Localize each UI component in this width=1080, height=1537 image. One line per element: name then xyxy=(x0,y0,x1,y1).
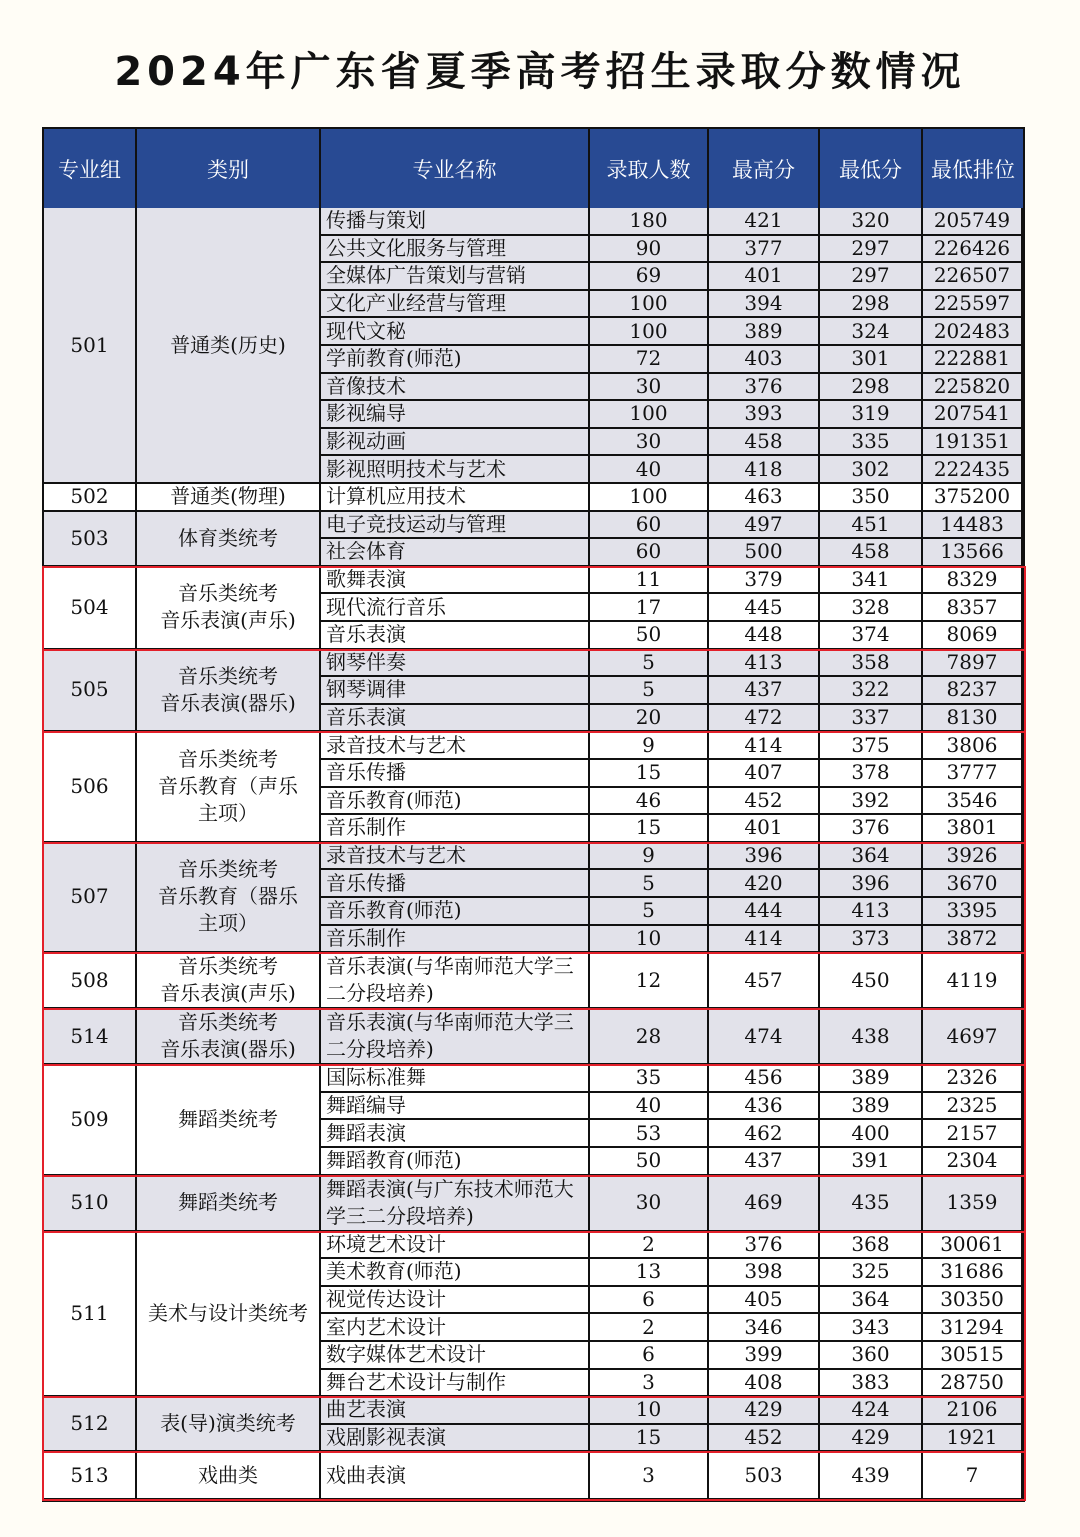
max-score: 458 xyxy=(709,429,820,457)
min-score: 341 xyxy=(820,567,923,595)
min-score: 389 xyxy=(820,1093,923,1121)
min-rank: 207541 xyxy=(923,401,1023,429)
max-score: 401 xyxy=(709,263,820,291)
category-line: 音乐类统考 xyxy=(178,1010,278,1035)
major-name: 音乐表演 xyxy=(321,622,590,650)
major-name: 现代流行音乐 xyxy=(321,594,590,622)
min-score: 378 xyxy=(820,760,923,788)
min-rank: 1359 xyxy=(923,1176,1023,1232)
min-score: 376 xyxy=(820,815,923,843)
min-rank: 14483 xyxy=(923,512,1023,540)
category-line: 舞蹈类统考 xyxy=(178,1190,278,1215)
max-score: 452 xyxy=(709,788,820,816)
group-category xyxy=(137,1452,321,1500)
major-name: 学前教育(师范) xyxy=(321,346,590,374)
major-name: 舞蹈表演 xyxy=(321,1120,590,1148)
admit-count: 3 xyxy=(590,1452,709,1500)
min-rank: 30515 xyxy=(923,1342,1023,1370)
max-score: 413 xyxy=(709,650,820,678)
min-rank: 3395 xyxy=(923,898,1023,926)
major-name: 钢琴调律 xyxy=(321,677,590,705)
category-line: 主项） xyxy=(198,911,258,936)
max-score: 414 xyxy=(709,926,820,954)
major-name: 舞蹈教育(师范) xyxy=(321,1148,590,1176)
category-line: 音乐教育（器乐 xyxy=(158,884,298,909)
major-name: 现代文秘 xyxy=(321,318,590,346)
min-score: 324 xyxy=(820,318,923,346)
min-score: 375 xyxy=(820,732,923,760)
admit-count: 28 xyxy=(590,1009,709,1065)
min-rank: 8357 xyxy=(923,594,1023,622)
group-category xyxy=(137,1065,321,1175)
major-name: 国际标准舞 xyxy=(321,1065,590,1093)
min-score: 364 xyxy=(820,1287,923,1315)
min-rank: 8329 xyxy=(923,567,1023,595)
admit-count: 30 xyxy=(590,374,709,402)
max-score: 469 xyxy=(709,1176,820,1232)
min-score: 373 xyxy=(820,926,923,954)
min-rank: 31294 xyxy=(923,1314,1023,1342)
admit-count: 90 xyxy=(590,236,709,264)
min-rank: 8069 xyxy=(923,622,1023,650)
min-score: 374 xyxy=(820,622,923,650)
admit-count: 69 xyxy=(590,263,709,291)
group-category xyxy=(137,1176,321,1232)
min-score: 451 xyxy=(820,512,923,540)
category-line: 音乐类统考 xyxy=(178,747,278,772)
header-min-score: 最低分 xyxy=(820,129,923,208)
min-rank: 3546 xyxy=(923,788,1023,816)
max-score: 377 xyxy=(709,236,820,264)
min-rank: 3872 xyxy=(923,926,1023,954)
min-score: 302 xyxy=(820,456,923,484)
min-score: 328 xyxy=(820,594,923,622)
major-name: 美术教育(师范) xyxy=(321,1259,590,1287)
min-rank: 4697 xyxy=(923,1009,1023,1065)
major-name: 录音技术与艺术 xyxy=(321,843,590,871)
max-score: 393 xyxy=(709,401,820,429)
min-score: 298 xyxy=(820,374,923,402)
major-name: 歌舞表演 xyxy=(321,567,590,595)
max-score: 376 xyxy=(709,374,820,402)
min-rank: 375200 xyxy=(923,484,1023,512)
max-score: 407 xyxy=(709,760,820,788)
category-line: 音乐表演(器乐) xyxy=(160,690,296,715)
admit-count: 10 xyxy=(590,1397,709,1425)
group-code: 512 xyxy=(44,1397,137,1452)
admit-count: 15 xyxy=(590,760,709,788)
group-category xyxy=(137,1232,321,1398)
min-score: 396 xyxy=(820,870,923,898)
min-rank: 226426 xyxy=(923,236,1023,264)
max-score: 456 xyxy=(709,1065,820,1093)
max-score: 462 xyxy=(709,1120,820,1148)
min-rank: 30350 xyxy=(923,1287,1023,1315)
major-name: 曲艺表演 xyxy=(321,1397,590,1425)
major-name: 影视编导 xyxy=(321,401,590,429)
admit-count: 30 xyxy=(590,429,709,457)
max-score: 414 xyxy=(709,732,820,760)
max-score: 500 xyxy=(709,539,820,567)
min-score: 389 xyxy=(820,1065,923,1093)
header-major: 专业名称 xyxy=(321,129,590,208)
min-score: 400 xyxy=(820,1120,923,1148)
admit-count: 5 xyxy=(590,898,709,926)
admit-count: 3 xyxy=(590,1370,709,1398)
major-name: 音乐传播 xyxy=(321,870,590,898)
admit-count: 100 xyxy=(590,291,709,319)
major-name: 传播与策划 xyxy=(321,208,590,236)
major-name: 公共文化服务与管理 xyxy=(321,236,590,264)
min-rank: 226507 xyxy=(923,263,1023,291)
category-line: 主项） xyxy=(198,801,258,826)
major-name: 音乐教育(师范) xyxy=(321,898,590,926)
group-code: 505 xyxy=(44,650,137,733)
min-score: 391 xyxy=(820,1148,923,1176)
admit-count: 50 xyxy=(590,1148,709,1176)
admit-count: 2 xyxy=(590,1314,709,1342)
group-category xyxy=(137,1397,321,1452)
admit-count: 40 xyxy=(590,456,709,484)
admit-count: 15 xyxy=(590,1425,709,1453)
page-title: 2024年广东省夏季高考招生录取分数情况 xyxy=(114,49,966,95)
max-score: 457 xyxy=(709,953,820,1009)
min-rank: 13566 xyxy=(923,539,1023,567)
min-rank: 28750 xyxy=(923,1370,1023,1398)
group-code: 506 xyxy=(44,732,137,842)
min-score: 325 xyxy=(820,1259,923,1287)
admit-count: 180 xyxy=(590,208,709,236)
group-category xyxy=(137,843,321,953)
group-code: 507 xyxy=(44,843,137,953)
category-line: 美术与设计类统考 xyxy=(148,1300,308,1325)
max-score: 472 xyxy=(709,705,820,733)
max-score: 437 xyxy=(709,677,820,705)
major-name: 音乐制作 xyxy=(321,926,590,954)
min-rank: 2325 xyxy=(923,1093,1023,1121)
admit-count: 9 xyxy=(590,732,709,760)
admit-count: 100 xyxy=(590,484,709,512)
max-score: 376 xyxy=(709,1232,820,1260)
max-score: 398 xyxy=(709,1259,820,1287)
major-name: 音乐表演 xyxy=(321,705,590,733)
min-score: 392 xyxy=(820,788,923,816)
admit-count: 10 xyxy=(590,926,709,954)
major-name: 环境艺术设计 xyxy=(321,1232,590,1260)
min-rank: 7897 xyxy=(923,650,1023,678)
min-rank: 225597 xyxy=(923,291,1023,319)
min-score: 301 xyxy=(820,346,923,374)
major-name: 影视动画 xyxy=(321,429,590,457)
min-rank: 30061 xyxy=(923,1232,1023,1260)
category-line: 戏曲类 xyxy=(198,1462,258,1487)
admit-count: 17 xyxy=(590,594,709,622)
min-score: 322 xyxy=(820,677,923,705)
max-score: 405 xyxy=(709,1287,820,1315)
admit-count: 15 xyxy=(590,815,709,843)
min-score: 368 xyxy=(820,1232,923,1260)
min-rank: 7 xyxy=(923,1452,1023,1500)
major-name: 室内艺术设计 xyxy=(321,1314,590,1342)
admit-count: 53 xyxy=(590,1120,709,1148)
admit-count: 5 xyxy=(590,650,709,678)
admit-count: 6 xyxy=(590,1342,709,1370)
group-category xyxy=(137,1009,321,1065)
major-name: 音乐制作 xyxy=(321,815,590,843)
admit-count: 100 xyxy=(590,401,709,429)
category-line: 音乐教育（声乐 xyxy=(158,774,298,799)
min-rank: 8130 xyxy=(923,705,1023,733)
max-score: 403 xyxy=(709,346,820,374)
max-score: 444 xyxy=(709,898,820,926)
min-rank: 225820 xyxy=(923,374,1023,402)
max-score: 429 xyxy=(709,1397,820,1425)
min-score: 429 xyxy=(820,1425,923,1453)
min-rank: 205749 xyxy=(923,208,1023,236)
min-score: 439 xyxy=(820,1452,923,1500)
category-line: 音乐表演(声乐) xyxy=(160,608,296,633)
min-score: 297 xyxy=(820,236,923,264)
admit-count: 6 xyxy=(590,1287,709,1315)
group-category xyxy=(137,732,321,842)
min-score: 297 xyxy=(820,263,923,291)
min-rank: 3801 xyxy=(923,815,1023,843)
min-rank: 222435 xyxy=(923,456,1023,484)
min-rank: 31686 xyxy=(923,1259,1023,1287)
min-score: 320 xyxy=(820,208,923,236)
admit-count: 9 xyxy=(590,843,709,871)
group-code: 510 xyxy=(44,1176,137,1232)
min-score: 383 xyxy=(820,1370,923,1398)
max-score: 463 xyxy=(709,484,820,512)
major-name: 音乐表演(与华南师范大学三二分段培养) xyxy=(321,1009,590,1065)
group-code: 513 xyxy=(44,1452,137,1500)
admit-count: 2 xyxy=(590,1232,709,1260)
min-score: 435 xyxy=(820,1176,923,1232)
admit-count: 40 xyxy=(590,1093,709,1121)
major-name: 电子竞技运动与管理 xyxy=(321,512,590,540)
category-line: 音乐表演(声乐) xyxy=(160,981,296,1006)
min-rank: 2157 xyxy=(923,1120,1023,1148)
min-score: 335 xyxy=(820,429,923,457)
group-category xyxy=(137,953,321,1009)
major-name: 全媒体广告策划与营销 xyxy=(321,263,590,291)
category-line: 音乐类统考 xyxy=(178,663,278,688)
max-score: 399 xyxy=(709,1342,820,1370)
header-max-score: 最高分 xyxy=(709,129,820,208)
group-category xyxy=(137,484,321,512)
major-name: 音乐传播 xyxy=(321,760,590,788)
group-category xyxy=(137,650,321,733)
max-score: 421 xyxy=(709,208,820,236)
min-score: 358 xyxy=(820,650,923,678)
group-code: 511 xyxy=(44,1232,137,1398)
min-rank: 2106 xyxy=(923,1397,1023,1425)
min-score: 350 xyxy=(820,484,923,512)
major-name: 音像技术 xyxy=(321,374,590,402)
admit-count: 35 xyxy=(590,1065,709,1093)
max-score: 474 xyxy=(709,1009,820,1065)
max-score: 445 xyxy=(709,594,820,622)
min-score: 319 xyxy=(820,401,923,429)
major-name: 音乐教育(师范) xyxy=(321,788,590,816)
min-rank: 4119 xyxy=(923,953,1023,1009)
min-score: 438 xyxy=(820,1009,923,1065)
category-line: 音乐类统考 xyxy=(178,581,278,606)
admit-count: 5 xyxy=(590,677,709,705)
major-name: 舞蹈编导 xyxy=(321,1093,590,1121)
header-category: 类别 xyxy=(137,129,321,208)
max-score: 503 xyxy=(709,1452,820,1500)
category-line: 体育类统考 xyxy=(178,525,278,550)
max-score: 408 xyxy=(709,1370,820,1398)
major-name: 舞台艺术设计与制作 xyxy=(321,1370,590,1398)
max-score: 452 xyxy=(709,1425,820,1453)
min-score: 343 xyxy=(820,1314,923,1342)
major-name: 戏曲表演 xyxy=(321,1452,590,1500)
group-code: 503 xyxy=(44,512,137,567)
admit-count: 13 xyxy=(590,1259,709,1287)
admit-count: 11 xyxy=(590,567,709,595)
major-name: 音乐表演(与华南师范大学三二分段培养) xyxy=(321,953,590,1009)
min-score: 450 xyxy=(820,953,923,1009)
major-name: 数字媒体艺术设计 xyxy=(321,1342,590,1370)
max-score: 418 xyxy=(709,456,820,484)
min-rank: 3926 xyxy=(923,843,1023,871)
min-rank: 222881 xyxy=(923,346,1023,374)
min-rank: 3806 xyxy=(923,732,1023,760)
major-name: 计算机应用技术 xyxy=(321,484,590,512)
max-score: 379 xyxy=(709,567,820,595)
min-rank: 191351 xyxy=(923,429,1023,457)
min-score: 360 xyxy=(820,1342,923,1370)
max-score: 497 xyxy=(709,512,820,540)
min-rank: 3777 xyxy=(923,760,1023,788)
min-rank: 2326 xyxy=(923,1065,1023,1093)
group-code: 508 xyxy=(44,953,137,1009)
max-score: 437 xyxy=(709,1148,820,1176)
min-rank: 2304 xyxy=(923,1148,1023,1176)
group-category xyxy=(137,567,321,650)
min-rank: 3670 xyxy=(923,870,1023,898)
group-code: 509 xyxy=(44,1065,137,1175)
category-line: 普通类(物理) xyxy=(170,484,286,509)
group-category xyxy=(137,512,321,567)
min-score: 364 xyxy=(820,843,923,871)
category-line: 舞蹈类统考 xyxy=(178,1106,278,1131)
header-group: 专业组 xyxy=(44,129,137,208)
major-name: 社会体育 xyxy=(321,539,590,567)
admit-count: 100 xyxy=(590,318,709,346)
major-name: 录音技术与艺术 xyxy=(321,732,590,760)
category-line: 表(导)演类统考 xyxy=(160,1411,296,1436)
admit-count: 46 xyxy=(590,788,709,816)
admit-count: 12 xyxy=(590,953,709,1009)
category-line: 普通类(历史) xyxy=(170,332,286,357)
major-name: 舞蹈表演(与广东技术师范大学三二分段培养) xyxy=(321,1176,590,1232)
major-name: 戏剧影视表演 xyxy=(321,1425,590,1453)
min-score: 337 xyxy=(820,705,923,733)
min-rank: 202483 xyxy=(923,318,1023,346)
max-score: 389 xyxy=(709,318,820,346)
group-code: 514 xyxy=(44,1009,137,1065)
admit-count: 5 xyxy=(590,870,709,898)
max-score: 401 xyxy=(709,815,820,843)
admit-count: 50 xyxy=(590,622,709,650)
group-code: 502 xyxy=(44,484,137,512)
max-score: 448 xyxy=(709,622,820,650)
max-score: 436 xyxy=(709,1093,820,1121)
min-score: 458 xyxy=(820,539,923,567)
admit-count: 30 xyxy=(590,1176,709,1232)
min-score: 413 xyxy=(820,898,923,926)
major-name: 视觉传达设计 xyxy=(321,1287,590,1315)
max-score: 394 xyxy=(709,291,820,319)
min-rank: 8237 xyxy=(923,677,1023,705)
max-score: 396 xyxy=(709,843,820,871)
header-min-rank: 最低排位 xyxy=(923,129,1025,208)
min-score: 298 xyxy=(820,291,923,319)
major-name: 文化产业经营与管理 xyxy=(321,291,590,319)
min-rank: 1921 xyxy=(923,1425,1023,1453)
admit-count: 72 xyxy=(590,346,709,374)
major-name: 影视照明技术与艺术 xyxy=(321,456,590,484)
group-code: 501 xyxy=(44,208,137,484)
max-score: 346 xyxy=(709,1314,820,1342)
admit-count: 60 xyxy=(590,539,709,567)
min-score: 424 xyxy=(820,1397,923,1425)
category-line: 音乐表演(器乐) xyxy=(160,1037,296,1062)
admit-count: 60 xyxy=(590,512,709,540)
header-count: 录取人数 xyxy=(590,129,709,208)
max-score: 420 xyxy=(709,870,820,898)
major-name: 钢琴伴奏 xyxy=(321,650,590,678)
group-code: 504 xyxy=(44,567,137,650)
category-line: 音乐类统考 xyxy=(178,954,278,979)
group-category xyxy=(137,208,321,484)
category-line: 音乐类统考 xyxy=(178,857,278,882)
admit-count: 20 xyxy=(590,705,709,733)
